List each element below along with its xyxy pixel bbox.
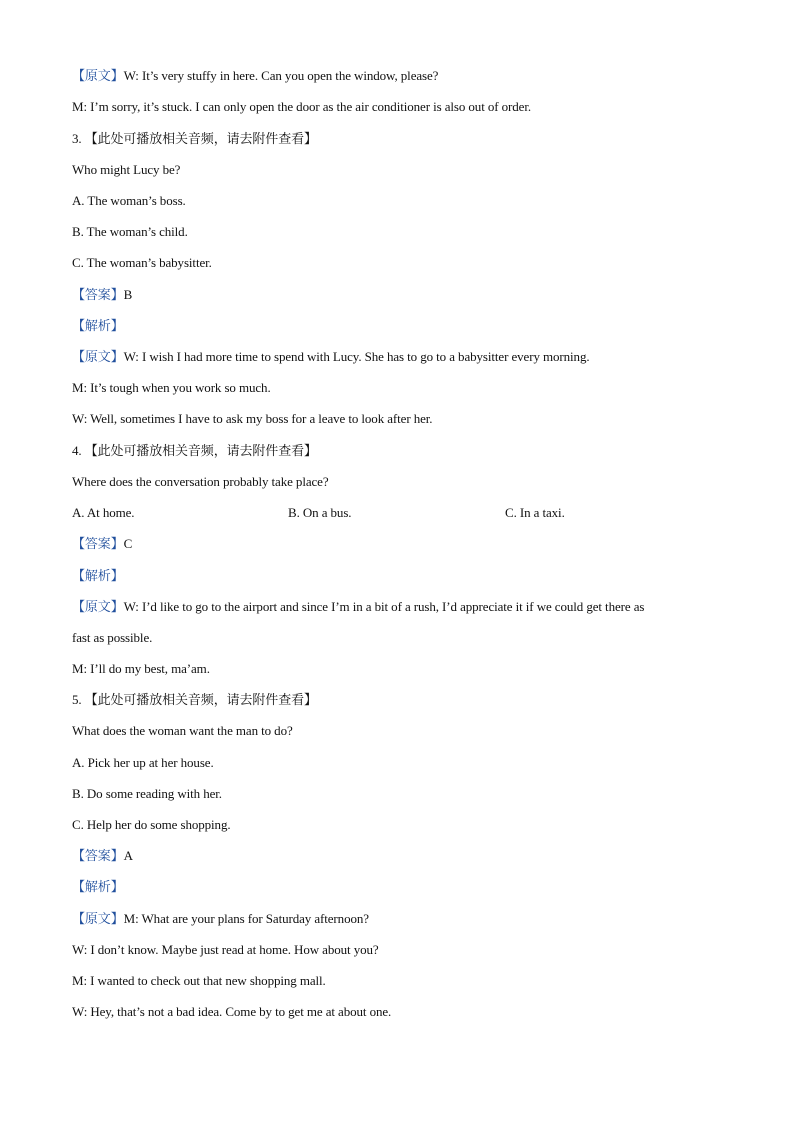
transcript-line: M: I’ll do my best, ma’am. [72, 661, 210, 676]
analysis-heading: 【解析】 [72, 879, 124, 894]
option-b: B. On a bus. [288, 505, 352, 520]
question-text: What does the woman want the man to do? [72, 723, 293, 738]
answer-line [72, 536, 132, 552]
transcript-line: W: Hey, that’s not a bad idea. Come by to get me at about one. [72, 1004, 392, 1019]
answer-line [72, 848, 133, 864]
transcript-line: fast as possible. [72, 630, 153, 645]
transcript-line: M: It’s tough when you work so much. [72, 380, 271, 395]
option-c: C. Help her do some shopping. [72, 817, 231, 832]
analysis-heading: 【解析】 [72, 568, 124, 583]
option-c: C. The woman’s babysitter. [72, 255, 212, 270]
transcript-tag: 【原文】 [72, 349, 124, 364]
answer-tag: 【答案】 [72, 536, 124, 551]
option-b: B. Do some reading with her. [72, 786, 222, 801]
option-a: A. Pick her up at her house. [72, 755, 214, 770]
answer-tag: 【答案】 [72, 287, 124, 302]
question-number-3: 3. 【此处可播放相关音频，请去附件查看】 [72, 131, 317, 146]
transcript-line: M: I wanted to check out that new shopping mall. [72, 973, 326, 988]
question-text: Who might Lucy be? [72, 162, 181, 177]
option-a: A. The woman’s boss. [72, 193, 186, 208]
transcript-line: W: Well, sometimes I have to ask my boss for a leave to look after her. [72, 411, 433, 426]
answer-value: B [123, 287, 133, 302]
audio-placeholder: 【此处可播放相关音频，请去附件查看】 [84, 131, 317, 146]
question-text: Where does the conversation probably take place? [72, 474, 329, 489]
analysis-heading: 【解析】 [72, 318, 124, 333]
question-number-4: 4. 【此处可播放相关音频，请去附件查看】 [72, 443, 317, 458]
answer-line [72, 287, 132, 303]
transcript-line: 【原文】W: I wish I had more time to spend with Lucy. She has to go to a babysitter every morning. [72, 349, 590, 364]
transcript-tag: 【原文】 [72, 911, 124, 926]
transcript-line: 【原文】W: It’s very stuffy in here. Can you open the window, please? [72, 68, 439, 83]
option-a: A. At home. [72, 505, 135, 520]
option-c: C. In a taxi. [505, 505, 565, 520]
audio-placeholder: 【此处可播放相关音频，请去附件查看】 [84, 443, 317, 458]
transcript-line: 【原文】W: I’d like to go to the airport and since I’m in a bit of a rush, I’d appreciate it if we could get there as [72, 599, 645, 614]
transcript-tag: 【原文】 [72, 68, 124, 83]
answer-tag: 【答案】 [72, 848, 124, 863]
transcript-line: 【原文】M: What are your plans for Saturday afternoon? [72, 911, 369, 926]
audio-placeholder: 【此处可播放相关音频，请去附件查看】 [84, 692, 317, 707]
transcript-tag: 【原文】 [72, 599, 124, 614]
question-number-5: 5. 【此处可播放相关音频，请去附件查看】 [72, 692, 317, 707]
answer-value: A [123, 848, 133, 863]
transcript-line: M: I’m sorry, it’s stuck. I can only open the door as the air conditioner is also out of order. [72, 99, 532, 114]
transcript-line: W: I don’t know. Maybe just read at home. How about you? [72, 942, 379, 957]
option-b: B. The woman’s child. [72, 224, 188, 239]
answer-value: C [123, 536, 133, 551]
